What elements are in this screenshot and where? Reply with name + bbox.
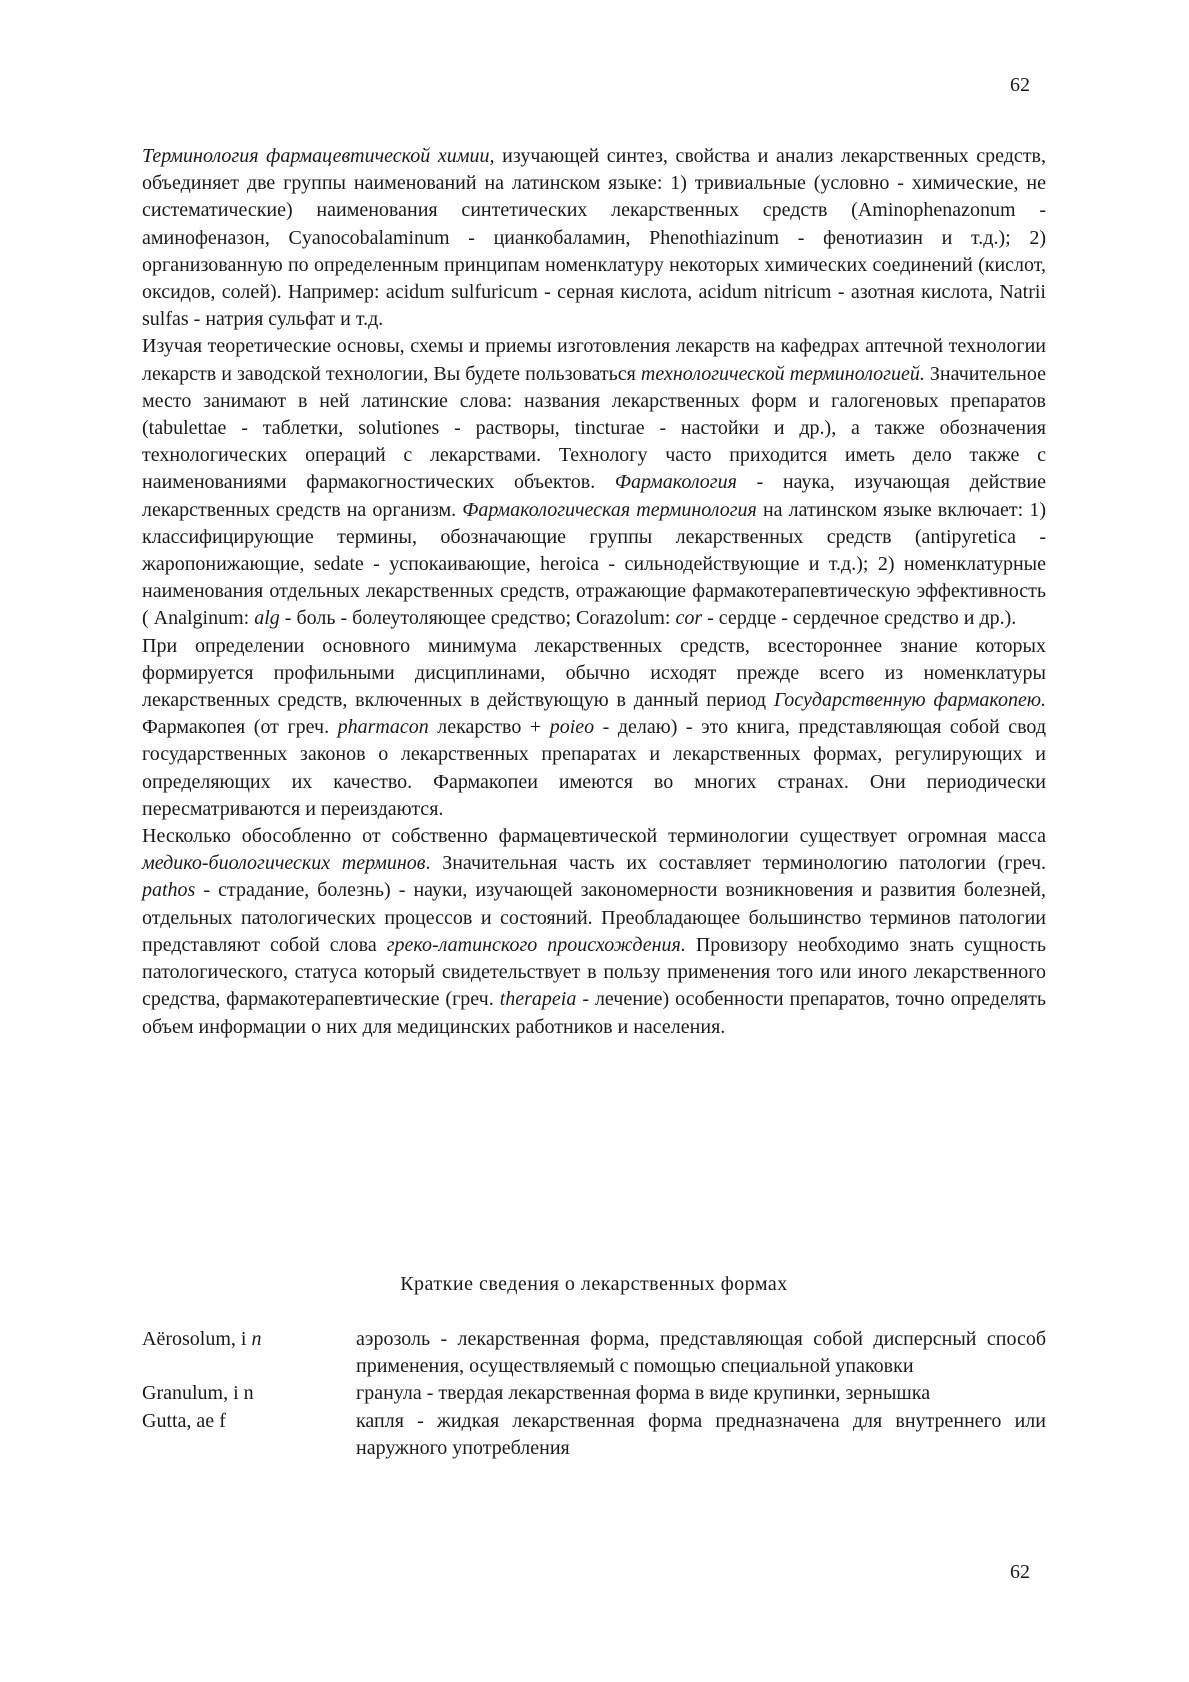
text: изучающей синтез, свойства и анализ лекарственных средств, объединяет две группы наименований на латинском языке: 1) тривиальные (условно - химические, не систематические) наименования синтетических лекарственных средств (Aminophenazonum - аминофеназон, Cyanocobalaminum - цианкобаламин, Phenothiazinum - фенотиазин и т.д.); 2) организованную по определенным принципам номенклатуру некоторых химических соединений (кислот, оксидов, солей). Например: acidum sulfuricum - серная кислота, acidum nitricum - азотная кислота, Natrii sulfas - натрия сульфат и т.д. <box>142 145 1046 331</box>
text: Изучая теоретические основы, схемы и приемы изготовления лекарств на кафедрах аптечной технологии лекарств и заводской технологии, Вы будете пользоваться <box>142 335 1046 385</box>
paragraph <box>142 333 1046 632</box>
text: Значительное место занимают в ней латинские слова: названия лекарственных форм и галогеновых препаратов (tabulettae - таблетки, solutiones - растворы, tincturae - настойки и др.), а также обозначения технологических операций с лекарствами. Технологу часто приходится иметь дело также с наименованиями фармакогностических объектов. <box>142 362 1046 494</box>
glossary-term <box>142 1326 356 1380</box>
glossary <box>142 1326 1046 1462</box>
text: - наука, изучающая действие лекарственных средств на организм. <box>142 471 1046 521</box>
italic-text: Фармакология <box>614 471 737 494</box>
text: - делаю) - это книга, представляющая собой свод государственных законов о лекарственных препаратах и лекарственных формах, регулирующих и определяющих их качество. Фармакопеи имеются во многих странах. Они периодически пересматриваются и переиздаются. <box>142 716 1046 820</box>
glossary-definition: аэрозоль - лекарственная форма, представляющая собой дисперсный способ применения, осуществляемый с помощью специальной упаковки <box>356 1328 1046 1378</box>
glossary-definition: гранула - твердая лекарственная форма в виде крупинки, зернышка <box>356 1382 931 1405</box>
glossary-row <box>142 1326 1046 1380</box>
term-word: Aërosolum, i <box>142 1328 252 1350</box>
italic-text: pharmacon <box>337 716 429 739</box>
italic-text: pathos <box>142 879 196 902</box>
text: Несколько обособленно от собственно фармацевтической терминологии существует огромная масса <box>142 825 1046 848</box>
text: - сердце - сердечное средство и др.). <box>702 607 1017 630</box>
text: - боль - болеутоляющее средство; Corazolum: <box>279 607 676 630</box>
text: Провизору необходимо знать сущность патологического, статуса который свидетельствует в пользу применения того или иного лекарственного средства, фармакотерапевтические (греч. <box>142 933 1046 1011</box>
text: . Значительная часть их составляет терминологию патологии (греч. <box>425 852 1046 875</box>
italic-text: therapeia <box>499 988 577 1011</box>
glossary-definition: капля - жидкая лекарственная форма предназначена для внутреннего или наружного употребления <box>356 1409 1046 1459</box>
paragraph <box>142 633 1046 823</box>
italic-text: Фармакологическая терминология <box>462 498 757 521</box>
term-gender: n <box>243 1382 254 1405</box>
glossary-row <box>142 1380 1046 1407</box>
italic-text: poieo <box>549 716 595 739</box>
italic-text: технологической терминологией. <box>640 362 925 385</box>
text: на латинском языке включает: 1) классифицирующие термины, обозначающие группы лекарственных средств (antipyretica - жаропонижающие, sedate - успокаивающие, heroica - сильнодействующие и т.д.); 2) номенклатурные наименования отдельных лекарственных средств, отражающие фармакотерапевтическую эффективность ( Analginum: <box>142 498 1046 630</box>
paragraph <box>142 823 1046 1041</box>
page-number-bottom: 62 <box>1010 1561 1030 1583</box>
term-word: Gutta, ae <box>142 1409 220 1432</box>
page-number-top: 62 <box>1010 74 1030 96</box>
text: - лечение) особенности препаратов, точно определять объем информации о них для медицинских работников и населения. <box>142 988 1046 1038</box>
italic-text: греко-латинского происхождения. <box>386 933 686 956</box>
glossary-row <box>142 1408 1046 1462</box>
document-body <box>142 143 1046 1041</box>
italic-text: cor <box>675 607 703 630</box>
term-word: Granulum, i <box>142 1382 244 1405</box>
section-title: Краткие сведения о лекарственных формах <box>400 1273 788 1295</box>
text: лекарство + <box>428 716 550 739</box>
glossary-term <box>142 1408 356 1462</box>
paragraph <box>142 143 1046 333</box>
italic-text: медико-биологических терминов <box>142 852 426 875</box>
text: Фармакопея (от греч. <box>142 716 338 739</box>
text: При определении основного минимума лекарственных средств, всестороннее знание которых формируется профильными дисциплинами, обычно исходят прежде всего из номенклатуры лекарственных средств, включенных в действующую в данный период <box>142 634 1046 712</box>
term-gender: n <box>251 1328 262 1350</box>
text: - страдание, болезнь) - науки, изучающей закономерности возникновения и развития болезней, отдельных патологических процессов и состояний. Преобладающее большинство терминов патологии представляют собой слова <box>142 879 1046 956</box>
term-gender: f <box>219 1409 226 1432</box>
italic-text: alg <box>254 607 280 630</box>
italic-text: Государственную фармакопею. <box>773 689 1046 712</box>
italic-text: Терминология фармацевтической химии, <box>142 145 495 167</box>
glossary-term <box>142 1380 356 1407</box>
